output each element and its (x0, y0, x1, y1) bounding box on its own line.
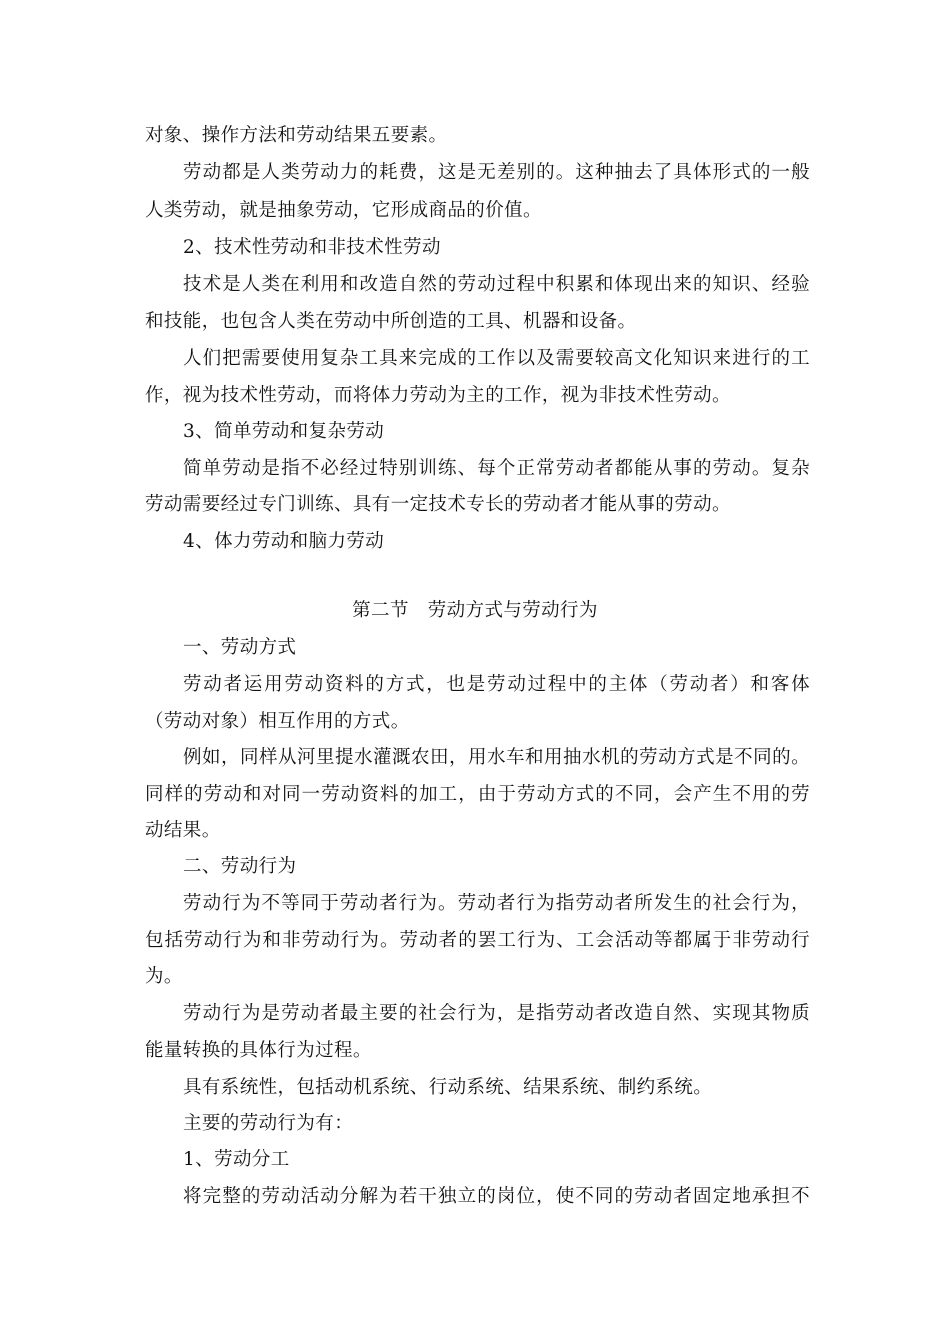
text-line: 具有系统性，包括动机系统、行动系统、结果系统、制约系统。 (183, 1077, 713, 1098)
text-line: 对象、操作方法和劳动结果五要素。 (145, 125, 448, 146)
text-line: 劳动者运用劳动资料的方式，也是劳动过程中的主体（劳动者）和客体 (183, 674, 810, 695)
subheading: 3、简单劳动和复杂劳动 (183, 421, 385, 442)
text-line: 技术是人类在利用和改造自然的劳动过程中积累和体现出来的知识、经验 (183, 274, 810, 295)
text-line: 劳动行为不等同于劳动者行为。劳动者行为指劳动者所发生的社会行为， (183, 893, 810, 914)
text-line: 劳动行为是劳动者最主要的社会行为，是指劳动者改造自然、实现其物质 (183, 1003, 810, 1024)
text-line: 劳动需要经过专门训练、具有一定技术专长的劳动者才能从事的劳动。 (145, 494, 731, 515)
section-title: 第二节 劳动方式与劳动行为 (352, 600, 598, 621)
text-line: 和技能，也包含人类在劳动中所创造的工具、机器和设备。 (145, 311, 637, 332)
text-line: 能量转换的具体行为过程。 (145, 1040, 372, 1061)
text-line: 包括劳动行为和非劳动行为。劳动者的罢工行为、工会活动等都属于非劳动行 (145, 930, 810, 951)
text-line: 例如，同样从河里提水灌溉农田，用水车和用抽水机的劳动方式是不同的。 (183, 747, 810, 768)
text-line: 同样的劳动和对同一劳动资料的加工，由于劳动方式的不同，会产生不用的劳 (145, 784, 810, 805)
text-line: （劳动对象）相互作用的方式。 (145, 711, 410, 732)
text-line: 主要的劳动行为有： (183, 1113, 354, 1134)
text-line: 动结果。 (145, 820, 221, 841)
text-line: 人类劳动，就是抽象劳动，它形成商品的价值。 (145, 200, 542, 221)
text-line: 劳动都是人类劳动力的耗费，这是无差别的。这种抽去了具体形式的一般 (183, 162, 810, 183)
text-line: 简单劳动是指不必经过特别训练、每个正常劳动者都能从事的劳动。复杂 (183, 458, 810, 479)
subheading: 4、体力劳动和脑力劳动 (183, 531, 385, 552)
subheading: 2、技术性劳动和非技术性劳动 (183, 237, 441, 258)
subheading: 二、劳动行为 (183, 856, 297, 877)
text-line: 为。 (145, 966, 183, 987)
text-line: 将完整的劳动活动分解为若干独立的岗位，使不同的劳动者固定地承担不 (183, 1186, 810, 1207)
text-line: 人们把需要使用复杂工具来完成的工作以及需要较高文化知识来进行的工 (183, 348, 810, 369)
text-line: 作，视为技术性劳动，而将体力劳动为主的工作，视为非技术性劳动。 (145, 385, 731, 406)
subheading: 1、劳动分工 (183, 1149, 290, 1170)
subheading: 一、劳动方式 (183, 637, 297, 658)
